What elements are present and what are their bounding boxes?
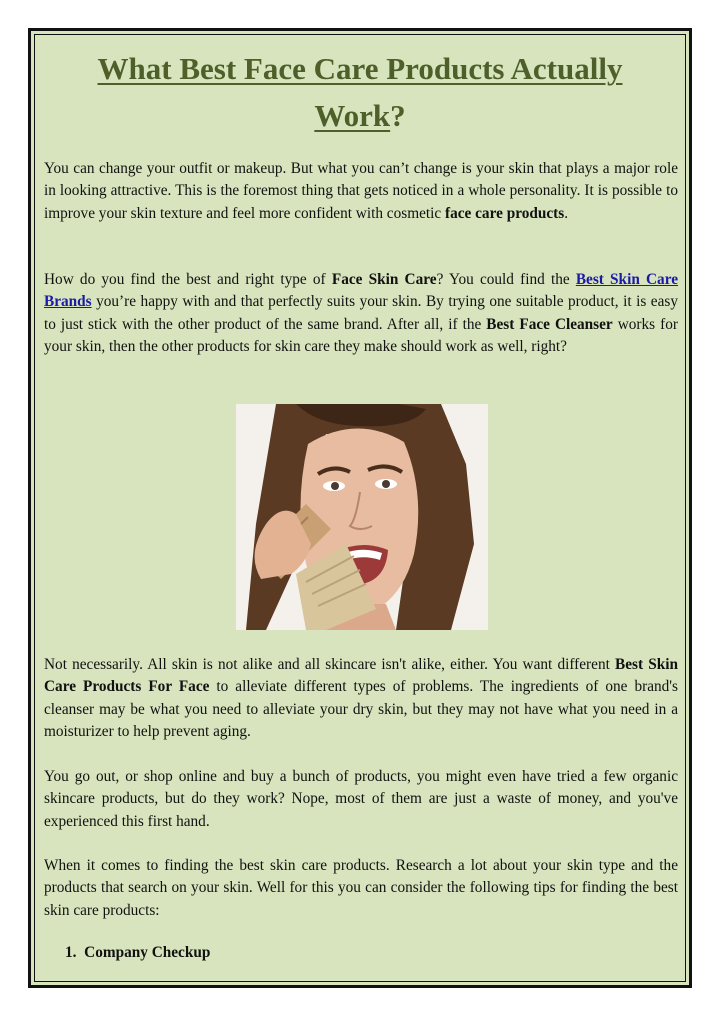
- intro-bold-term: face care products: [445, 204, 565, 222]
- research-paragraph: When it comes to finding the best skin care products. Research a lot about your skin type and the products that search on your skin. Well for this you can consider the following tips for finding the best skin care products:: [44, 857, 678, 919]
- list-item-number: 1.: [65, 944, 77, 961]
- document-page: [28, 28, 692, 988]
- list-item: [65, 944, 210, 962]
- not-necessarily-paragraph: [44, 654, 678, 743]
- p2-bold-face-skin-care: Face Skin Care: [331, 271, 437, 288]
- page-title: [31, 45, 689, 139]
- intro-paragraph: [44, 158, 678, 225]
- skin-care-paragraph: [44, 269, 678, 358]
- p2-text-2: ? You could find the: [436, 271, 576, 288]
- p2-bold-face-cleanser: Best Face Cleanser: [486, 315, 613, 333]
- shop-online-paragraph: You go out, or shop online and buy a bunch of products, you might even have tried a few organic skincare products, but do they work? Nope, most of them are just a waste of money, and you've experienced this first hand.: [44, 768, 678, 830]
- p2-text-3: you’re happy with and that perfectly suits your skin. By trying one suitable product, it is easy to just stick with the other product of the same brand. After all, if the: [44, 293, 678, 333]
- best-skin-care-brands-link[interactable]: Best Skin Care Brands: [44, 271, 679, 311]
- woman-face-illustration: [236, 404, 488, 630]
- p3-text-2: to alleviate different types of problems. The ingredients of one brand's cleanser may be what you need to alleviate your dry skin, but they may not have what you need in a moisturizer to help prevent aging.: [44, 678, 679, 740]
- p3-text-1: Not necessarily. All skin is not alike and all skincare isn't alike, either. You want different: [44, 656, 616, 673]
- woman-face-brush-photo: [236, 404, 488, 630]
- p2-text-1: How do you find the best and right type of: [44, 271, 332, 288]
- list-item-label: Company Checkup: [84, 944, 211, 961]
- title-line-1: What Best Face Care Products Actually: [97, 51, 623, 86]
- title-line-2-underlined: Work: [314, 98, 391, 133]
- intro-text: You can change your outfit or makeup. But what you can’t change is your skin that plays a major role in looking attractive. This is the foremost thing that gets noticed in a whole personality. It is possible to improve your skin texture and feel more confident with cosmetic: [44, 160, 678, 222]
- p2-text-4: works for your skin, then the other products for skin care they make should work as well, right?: [44, 315, 678, 355]
- title-line-2-tail: ?: [390, 98, 406, 133]
- p3-bold-products-for-face: Best Skin Care Products For Face: [44, 656, 678, 696]
- intro-end: .: [564, 204, 569, 222]
